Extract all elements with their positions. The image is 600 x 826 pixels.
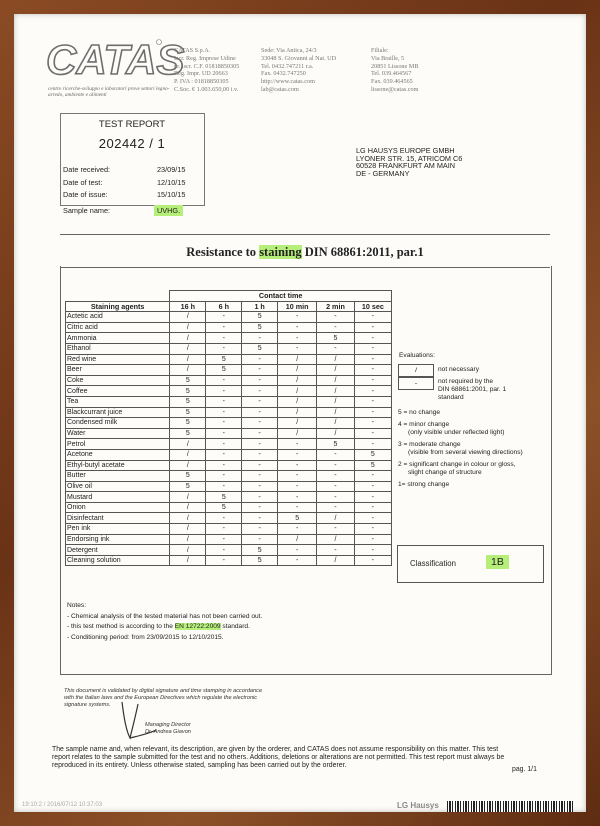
branch-line: Filiale:	[371, 47, 389, 54]
rating-cell: -	[354, 407, 391, 418]
rating-cell: -	[354, 396, 391, 407]
rating-cell: /	[317, 365, 354, 376]
print-stamp: 19:10:2 / 2016/07/12 10:37:03	[22, 802, 103, 808]
dash-meaning-line: standard	[438, 394, 464, 401]
rating-cell: -	[206, 513, 242, 524]
section-heading	[60, 245, 550, 260]
company-registry	[174, 47, 264, 94]
rating-cell: /	[278, 386, 317, 397]
rating-cell: 5	[317, 439, 354, 450]
rating-cell: /	[278, 428, 317, 439]
registry-line: Iscr. Reg. Imprese Udine	[174, 54, 236, 62]
rating-cell: 5	[206, 365, 242, 376]
rating-cell: /	[170, 460, 206, 471]
rating-cell: -	[242, 365, 278, 376]
heading-prefix: Resistance to	[186, 245, 260, 259]
rating-cell: -	[206, 481, 242, 492]
rating-cell: /	[317, 407, 354, 418]
rating-cell: -	[317, 449, 354, 460]
agent-header: Staining agents	[66, 301, 170, 312]
registry-line: Reg. Impr. UD 20663	[174, 70, 228, 78]
rating-cell: 5	[206, 492, 242, 503]
rating-cell: -	[206, 439, 242, 450]
slash-symbol-box: /	[398, 364, 434, 377]
agent-name: Detergent	[66, 545, 170, 556]
table-row	[66, 492, 392, 503]
rating-scale-line: 4 = minor change	[398, 421, 450, 428]
logo-text: CATAS	[46, 36, 185, 83]
catas-logo	[44, 34, 185, 84]
table-row	[66, 471, 392, 482]
rating-cell: 5	[170, 396, 206, 407]
rating-cell: -	[278, 312, 317, 323]
company-headquarters	[261, 47, 361, 94]
agent-name: Disinfectant	[66, 513, 170, 524]
rating-cell: -	[278, 449, 317, 460]
rating-cell: /	[317, 418, 354, 429]
branch-line: 20851 Lissone MB	[371, 62, 419, 70]
rating-cell: /	[170, 545, 206, 556]
dash-meaning-line: not required by the	[438, 378, 493, 385]
table-row	[66, 428, 392, 439]
rating-cell: /	[278, 407, 317, 418]
rating-cell: -	[206, 460, 242, 471]
signature-mark	[112, 700, 158, 742]
agent-name: Butter	[66, 471, 170, 482]
rating-scale-item	[398, 461, 558, 477]
rating-cell: /	[170, 555, 206, 566]
agent-name: Acetone	[66, 449, 170, 460]
agent-name: Coke	[66, 375, 170, 386]
company-tagline: centro ricerche-sviluppo e laboratori prove settori legno-arredo, ambiente e alimenti	[48, 86, 170, 99]
report-date-value: 23/09/15	[157, 165, 186, 174]
branch-line: Tel. 039.464567	[371, 70, 412, 78]
rating-cell: -	[354, 524, 391, 535]
rating-cell: 5	[206, 354, 242, 365]
rating-cell: -	[317, 524, 354, 535]
rating-cell: -	[354, 471, 391, 482]
rating-scale-line: 2 = significant change in colour or gloss,	[398, 461, 516, 468]
note-3: - Conditioning period: from 23/09/2015 to 12/10/2015.	[67, 634, 224, 641]
registry-line: P. IVA : 01818850305	[174, 78, 229, 86]
rating-cell: -	[242, 502, 278, 513]
rating-cell: -	[206, 524, 242, 535]
rating-cell: -	[354, 312, 391, 323]
validation-line: signature systems.	[64, 701, 111, 708]
rating-cell: -	[354, 513, 391, 524]
headquarters-line: Fax. 0432.747250	[261, 70, 306, 78]
table-row	[66, 322, 392, 333]
rating-cell: -	[206, 555, 242, 566]
slash-meaning: not necessary	[438, 366, 480, 373]
time-header: 10 sec	[354, 301, 391, 312]
report-date-label: Date of issue:	[63, 190, 108, 199]
registry-line: C.Soc. € 1.003.650,00 i.v.	[174, 85, 239, 93]
empty-header-cell	[66, 291, 170, 302]
address-line: 60528 FRANKFURT AM MAIN	[356, 161, 456, 171]
time-header: 10 min	[278, 301, 317, 312]
rating-cell: 5	[242, 312, 278, 323]
staining-table	[65, 290, 392, 566]
table-row	[66, 418, 392, 429]
agent-name: Mustard	[66, 492, 170, 503]
rating-cell: /	[278, 354, 317, 365]
rating-cell: -	[278, 555, 317, 566]
agent-name: Tea	[66, 396, 170, 407]
headquarters-line: http://www.catas.com	[261, 78, 315, 86]
table-row	[66, 534, 392, 545]
recipient-address	[356, 147, 462, 177]
agent-name: Condensed milk	[66, 418, 170, 429]
address-line: LYONER STR. 15, ATRICOM C6	[356, 153, 463, 163]
agent-name: Onion	[66, 502, 170, 513]
rating-cell: /	[170, 513, 206, 524]
rating-cell: -	[242, 481, 278, 492]
rating-cell: -	[354, 439, 391, 450]
branch-line: lissone@catas.com	[371, 85, 419, 93]
rating-cell: /	[170, 343, 206, 354]
rating-scale-item	[398, 421, 558, 437]
rating-cell: /	[170, 502, 206, 513]
registry-line: CATAS S.p.A.	[174, 47, 211, 54]
rating-cell: -	[206, 333, 242, 344]
company-branch	[371, 47, 461, 94]
rating-cell: -	[278, 545, 317, 556]
rating-cell: -	[278, 322, 317, 333]
rating-scale-line: slight change of structure	[408, 469, 482, 476]
rating-cell: -	[278, 343, 317, 354]
agent-name: Ammonia	[66, 333, 170, 344]
rating-cell: /	[170, 322, 206, 333]
rating-cell: -	[206, 449, 242, 460]
agent-name: Red wine	[66, 354, 170, 365]
rating-cell: /	[317, 396, 354, 407]
agent-name: Ethyl-butyl acetate	[66, 460, 170, 471]
agent-name: Cleaning solution	[66, 555, 170, 566]
rating-cell: -	[206, 534, 242, 545]
rating-cell: -	[278, 333, 317, 344]
rating-scale-item	[398, 481, 558, 489]
rating-cell: 5	[242, 545, 278, 556]
table-row	[66, 460, 392, 471]
sample-name-value: UVHG.	[154, 205, 183, 216]
table-row	[66, 333, 392, 344]
table-row	[66, 481, 392, 492]
rating-cell: /	[170, 365, 206, 376]
agent-name: Olive oil	[66, 481, 170, 492]
time-header: 1 h	[242, 301, 278, 312]
report-date-label: Date of test:	[63, 177, 103, 187]
rating-cell: -	[242, 418, 278, 429]
rating-cell: -	[278, 471, 317, 482]
rating-scale-line: (visible from several viewing directions)	[408, 449, 523, 456]
rating-scale-item	[398, 441, 558, 457]
barcode	[447, 801, 573, 812]
table-row	[66, 312, 392, 323]
rating-cell: -	[278, 439, 317, 450]
rating-cell: 5	[170, 407, 206, 418]
rating-cell: -	[354, 534, 391, 545]
rating-cell: -	[354, 418, 391, 429]
agent-name: Coffee	[66, 386, 170, 397]
contact-time-header: Contact time	[170, 291, 392, 302]
rating-scale-line: 3 = moderate change	[398, 441, 461, 448]
rating-cell: -	[317, 343, 354, 354]
rating-cell: -	[206, 407, 242, 418]
footer-disclaimer	[52, 746, 548, 771]
table-row	[66, 386, 392, 397]
rating-cell: -	[354, 354, 391, 365]
note-2	[67, 623, 250, 631]
rating-cell: /	[170, 492, 206, 503]
headquarters-line: Sede: Via Antica, 24/3	[261, 47, 317, 54]
rating-cell: /	[317, 555, 354, 566]
rating-scale-line: 1= strong change	[398, 481, 450, 488]
headquarters-line: Tel. 0432.747211 r.a.	[261, 62, 314, 70]
validation-line: with the Italian laws and the European Directives which regulate the electronic	[64, 694, 258, 701]
rating-cell: /	[317, 386, 354, 397]
signer-info	[145, 722, 191, 736]
agent-name: Petrol	[66, 439, 170, 450]
agent-name: Blackcurrant juice	[66, 407, 170, 418]
rating-cell: 5	[206, 502, 242, 513]
table-row	[66, 407, 392, 418]
agent-name: Water	[66, 428, 170, 439]
rating-cell: -	[206, 396, 242, 407]
rating-cell: -	[354, 492, 391, 503]
rating-cell: /	[278, 375, 317, 386]
rating-cell: /	[317, 375, 354, 386]
table-row	[66, 513, 392, 524]
agent-name: Citric acid	[66, 322, 170, 333]
agent-name: Beer	[66, 365, 170, 376]
note-2-prefix: - this test method is according to the	[67, 623, 175, 630]
table-row	[66, 449, 392, 460]
rating-cell: -	[242, 439, 278, 450]
rating-cell: -	[354, 333, 391, 344]
rating-cell: /	[278, 365, 317, 376]
rating-cell: -	[206, 471, 242, 482]
rating-cell: -	[278, 502, 317, 513]
agent-name: Pen ink	[66, 524, 170, 535]
heading-highlight: staining	[259, 245, 302, 259]
page-number: pag. 1/1	[512, 766, 537, 773]
registry-line: nr. iscr. C.F. 01818850305	[174, 62, 240, 70]
table-row	[66, 375, 392, 386]
rating-scale-line: (only visible under reflected light)	[408, 429, 505, 436]
table-row	[66, 545, 392, 556]
rating-cell: -	[242, 524, 278, 535]
rating-cell: /	[170, 524, 206, 535]
footer-line: The sample name and, when relevant, its description, are given by the orderer, and CATAS does not assume responsibility on this matter. This test	[52, 746, 499, 753]
validation-line: This document is validated by digital signature and time stamping in accordance	[64, 688, 263, 694]
rating-cell: /	[170, 439, 206, 450]
branch-line: Via Braille, 5	[371, 54, 405, 62]
rating-cell: 5	[242, 343, 278, 354]
rating-scale-item	[398, 409, 558, 417]
rating-cell: -	[242, 375, 278, 386]
rating-cell: 5	[170, 386, 206, 397]
rating-cell: -	[354, 481, 391, 492]
rating-cell: 5	[354, 449, 391, 460]
footer-line: report relates to the sample submitted for the test and no others. Additions, deletions or alterations are not permitted. This test report must always be	[52, 754, 505, 762]
report-title: TEST REPORT	[98, 119, 166, 130]
note-2-suffix: standard.	[220, 623, 250, 630]
rating-cell: -	[278, 460, 317, 471]
evaluations-title: Evaluations:	[399, 352, 435, 359]
table-row	[66, 439, 392, 450]
rating-cell: /	[317, 428, 354, 439]
lg-hausys-brand: LG Hausys	[397, 801, 439, 810]
notes-title: Notes:	[67, 602, 87, 609]
rating-cell: /	[278, 418, 317, 429]
rating-cell: -	[278, 492, 317, 503]
rating-cell: -	[242, 407, 278, 418]
rating-cell: 5	[242, 555, 278, 566]
dash-meaning-line: DIN 68861:2001, par. 1	[438, 386, 507, 393]
rating-cell: -	[242, 333, 278, 344]
time-header: 16 h	[170, 301, 206, 312]
dash-symbol-box: -	[398, 377, 434, 390]
rating-cell: -	[354, 375, 391, 386]
rating-cell: -	[317, 492, 354, 503]
rating-cell: /	[170, 333, 206, 344]
validation-text	[64, 688, 324, 708]
rating-cell: 5	[278, 513, 317, 524]
footer-line: reproduced in its entirety. Unless otherwise stated, sampling has been carried out by the orderer.	[52, 762, 347, 770]
rating-cell: -	[242, 428, 278, 439]
rating-cell: -	[317, 322, 354, 333]
heading-suffix: DIN 68861:2011, par.1	[301, 245, 424, 259]
signer-line: Managing Director	[145, 722, 191, 728]
rating-cell: /	[170, 312, 206, 323]
dash-meaning	[438, 378, 506, 402]
rating-cell: /	[278, 534, 317, 545]
rating-cell: -	[354, 365, 391, 376]
rating-cell: /	[170, 354, 206, 365]
rating-cell: 5	[354, 460, 391, 471]
rating-cell: 5	[170, 481, 206, 492]
rating-cell: /	[170, 449, 206, 460]
rating-cell: -	[242, 513, 278, 524]
rating-cell: -	[242, 396, 278, 407]
rating-cell: -	[278, 481, 317, 492]
rating-cell: -	[317, 545, 354, 556]
table-row	[66, 502, 392, 513]
rating-cell: -	[206, 322, 242, 333]
rating-cell: 5	[170, 418, 206, 429]
table-row	[66, 354, 392, 365]
rating-cell: /	[317, 513, 354, 524]
rating-cell: -	[242, 534, 278, 545]
sample-name-label: Sample name:	[63, 206, 111, 215]
rating-cell: -	[206, 418, 242, 429]
rating-scale	[398, 409, 558, 489]
rating-cell: -	[206, 343, 242, 354]
report-date-value: 12/10/15	[157, 177, 186, 187]
branch-line: Fax. 039.464565	[371, 78, 413, 86]
rating-cell: -	[354, 545, 391, 556]
table-row	[66, 396, 392, 407]
rating-cell: -	[354, 428, 391, 439]
table-row	[66, 343, 392, 354]
address-line: LG HAUSYS EUROPE GMBH	[356, 146, 455, 155]
classification-value: 1B	[486, 555, 509, 569]
rating-cell: 5	[170, 428, 206, 439]
rating-cell: -	[242, 354, 278, 365]
rating-cell: -	[206, 545, 242, 556]
rating-cell: /	[170, 534, 206, 545]
rating-cell: 5	[317, 333, 354, 344]
rating-cell: -	[206, 428, 242, 439]
rating-cell: /	[317, 354, 354, 365]
rating-cell: -	[242, 449, 278, 460]
rating-cell: -	[317, 481, 354, 492]
rating-cell: -	[317, 502, 354, 513]
rating-cell: -	[206, 386, 242, 397]
signer-line: Dr. Andrea Giavon	[145, 728, 191, 735]
agent-name: Ethanol	[66, 343, 170, 354]
agent-name: Endorsing ink	[66, 534, 170, 545]
rating-cell: -	[206, 312, 242, 323]
headquarters-line: 33048 S. Giovanni al Nat. UD	[261, 54, 337, 62]
address-line: DE - GERMANY	[356, 168, 410, 178]
agent-name: Actetic acid	[66, 312, 170, 323]
rating-cell: -	[317, 460, 354, 471]
report-date-value: 15/10/15	[157, 190, 186, 199]
rating-cell: -	[354, 322, 391, 333]
table-row	[66, 524, 392, 535]
rating-cell: 5	[170, 375, 206, 386]
rating-cell: -	[354, 386, 391, 397]
rating-cell: /	[278, 396, 317, 407]
time-header: 6 h	[206, 301, 242, 312]
note-1: - Chemical analysis of the tested material has not been carried out.	[67, 613, 263, 620]
rating-cell: -	[354, 555, 391, 566]
rating-cell: -	[317, 312, 354, 323]
rating-cell: -	[242, 492, 278, 503]
note-2-standard: EN 12722:2009	[174, 623, 221, 630]
rating-cell: 5	[242, 322, 278, 333]
rating-cell: -	[354, 343, 391, 354]
report-number: 202442 / 1	[98, 136, 166, 151]
classification-label: Classification	[410, 559, 456, 568]
rating-cell: -	[242, 386, 278, 397]
rating-cell: /	[317, 534, 354, 545]
rating-scale-line: 5 = no change	[398, 409, 440, 416]
rating-cell: -	[354, 502, 391, 513]
rating-cell: -	[206, 375, 242, 386]
report-date-label: Date received:	[63, 165, 111, 174]
rating-cell: 5	[170, 471, 206, 482]
rating-cell: -	[278, 524, 317, 535]
rating-cell: -	[242, 460, 278, 471]
headquarters-line: lab@catas.com	[261, 85, 299, 93]
rating-cell: -	[242, 471, 278, 482]
table-row	[66, 555, 392, 566]
table-row	[66, 365, 392, 376]
time-header: 2 min	[317, 301, 354, 312]
rating-cell: -	[317, 471, 354, 482]
